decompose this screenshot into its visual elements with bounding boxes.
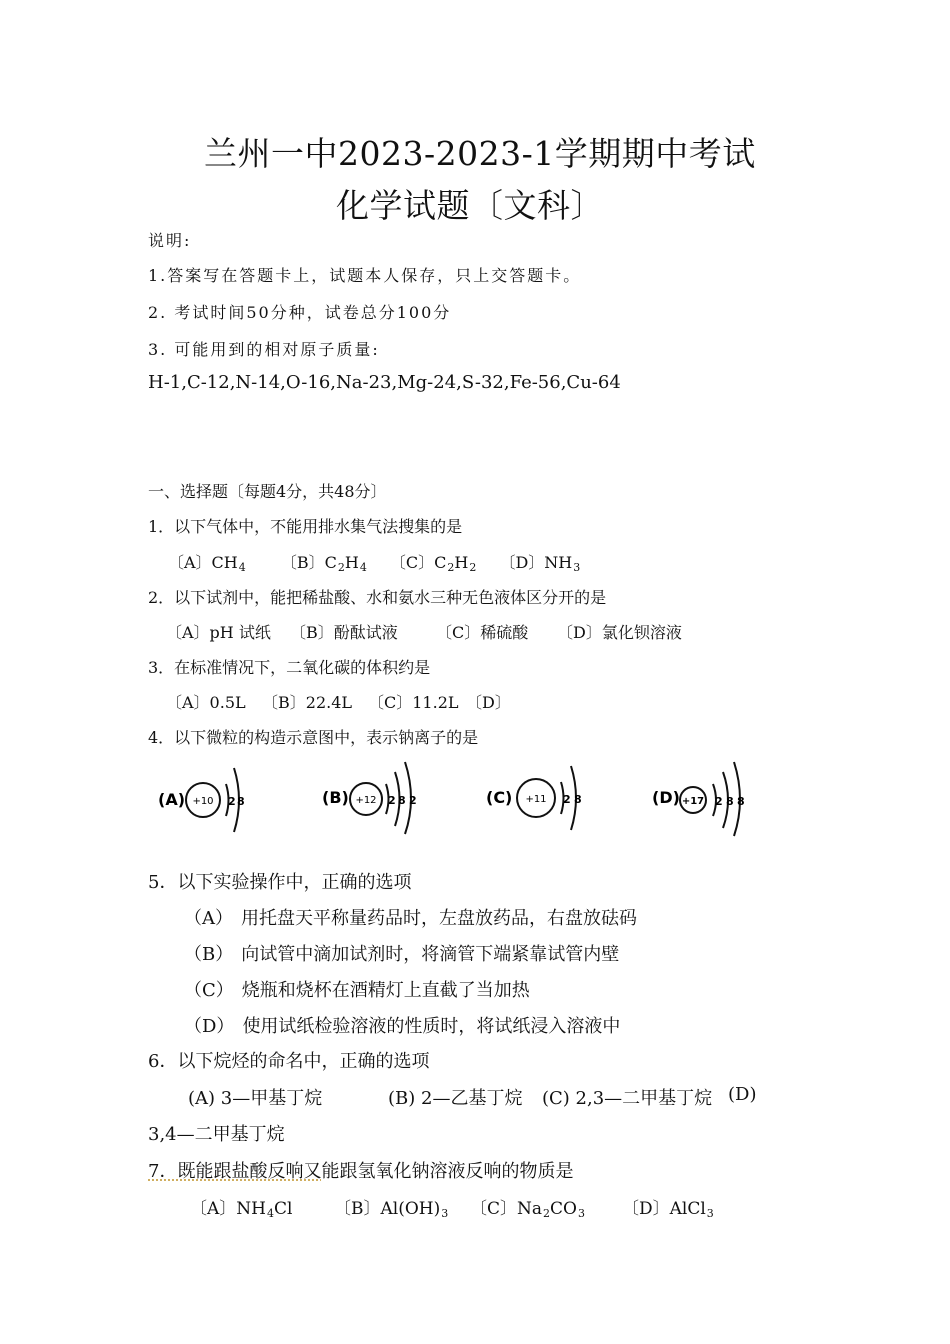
q6-option-b: (B) 2—乙基丁烷	[388, 1088, 523, 1109]
q2-option-b: 〔B〕酚酞试液	[290, 623, 398, 642]
q2-option-d: 〔D〕氯化钡溶液	[557, 623, 682, 642]
q3-option-b: 〔B〕22.4L	[262, 693, 353, 712]
atomic-masses: H-1,C-12,N-14,O-16,Na-23,Mg-24,S-32,Fe-56,Cu-64	[148, 372, 621, 393]
notes-label: 说明:	[148, 231, 192, 250]
q7-option-b: 〔B〕Al(OH)3	[334, 1199, 449, 1220]
question-1-stem: 1．以下气体中，不能用排水集气法搜集的是	[148, 517, 463, 536]
q1-option-c: 〔C〕C2H2	[389, 553, 477, 574]
question-4-stem: 4．以下微粒的构造示意图中，表示钠离子的是	[148, 728, 479, 747]
q7-option-d: 〔D〕AlCl3	[622, 1199, 714, 1220]
diagram-a-shell-2: 8	[237, 795, 245, 808]
diagram-c-label: (C)	[486, 788, 513, 807]
question-5-stem: 5．以下实验操作中，正确的选项	[148, 872, 412, 893]
diagram-d-shell-1: 2	[715, 795, 723, 808]
q5-option-b: （B） 向试管中滴加试剂时，将滴管下端紧靠试管内壁	[184, 944, 620, 965]
page-subtitle: 化学试题〔文科〕	[336, 186, 604, 225]
note-item-3: 3. 可能用到的相对原子质量:	[148, 340, 380, 359]
diagram-d-shell-3: 8	[737, 795, 745, 808]
q3-option-c: 〔C〕11.2L	[368, 693, 459, 712]
q6-option-c: (C) 2,3—二甲基丁烷	[542, 1088, 713, 1109]
diagram-d-label: (D)	[652, 788, 680, 807]
atomic-structure-diagrams	[148, 758, 768, 840]
q2-option-c: 〔C〕稀硫酸	[436, 623, 529, 642]
question-3-stem: 3．在标准情况下，二氧化碳的体积约是	[148, 658, 431, 677]
diagram-b-label: (B)	[322, 788, 349, 807]
diagram-a-nucleus: +10	[192, 796, 214, 807]
diagram-b	[322, 762, 417, 834]
question-7-stem: 7．既能跟盐酸反响又能跟氢氧化钠溶液反响的物质是	[148, 1161, 574, 1182]
q1-option-a: 〔A〕CH4	[168, 553, 246, 574]
diagram-d	[652, 762, 745, 836]
q1-option-b: 〔B〕C2H4	[280, 553, 367, 574]
question-1-options	[168, 550, 580, 573]
diagram-a	[158, 768, 245, 832]
diagram-d-shell-2: 8	[726, 795, 734, 808]
diagram-d-nucleus: +17	[681, 796, 705, 807]
q2-option-a: 〔A〕pH 试纸	[166, 623, 271, 642]
q7-option-c: 〔C〕Na2CO3	[470, 1199, 585, 1220]
section-heading: 一、选择题〔每题4分，共48分〕	[148, 482, 387, 501]
q3-option-d: 〔D〕	[466, 693, 511, 712]
diagram-b-shell-2: 8	[398, 794, 406, 807]
diagram-c-nucleus: +11	[525, 794, 547, 805]
note-item-1: 1.答案写在答题卡上，试题本人保存，只上交答题卡。	[148, 266, 582, 285]
q5-option-a: （A） 用托盘天平称量药品时，左盘放药品，右盘放砝码	[184, 908, 637, 929]
diagram-c	[486, 766, 582, 830]
q1-option-d: 〔D〕NH3	[499, 553, 581, 574]
diagram-a-shell-1: 2	[228, 795, 236, 808]
q6-option-a: (A) 3—甲基丁烷	[188, 1088, 323, 1109]
diagram-c-shell-2: 8	[574, 793, 582, 806]
q5-option-d: （D） 使用试纸检验溶液的性质时，将试纸浸入溶液中	[184, 1016, 621, 1037]
diagram-c-shell-1: 2	[563, 793, 571, 806]
question-2-stem: 2．以下试剂中，能把稀盐酸、水和氨水三种无色液体区分开的是	[148, 588, 607, 607]
diagram-a-label: (A)	[158, 790, 186, 809]
q6-option-d-text: 3,4—二甲基丁烷	[148, 1124, 285, 1145]
diagram-b-shell-3: 2	[409, 794, 417, 807]
diagram-b-shell-1: 2	[388, 794, 396, 807]
q7-option-a: 〔A〕NH4Cl	[190, 1199, 293, 1220]
note-item-2: 2. 考试时间50分种，试卷总分100分	[148, 303, 452, 322]
q5-option-c: （C） 烧瓶和烧杯在酒精灯上直截了当加热	[184, 980, 530, 1001]
page-title: 兰州一中2023-2023-1学期期中考试	[204, 134, 756, 173]
q6-option-d: (D)	[728, 1084, 757, 1105]
question-6-stem: 6．以下烷烃的命名中，正确的选项	[148, 1051, 430, 1072]
q3-option-a: 〔A〕0.5L	[166, 693, 246, 712]
diagram-b-nucleus: +12	[355, 795, 377, 806]
